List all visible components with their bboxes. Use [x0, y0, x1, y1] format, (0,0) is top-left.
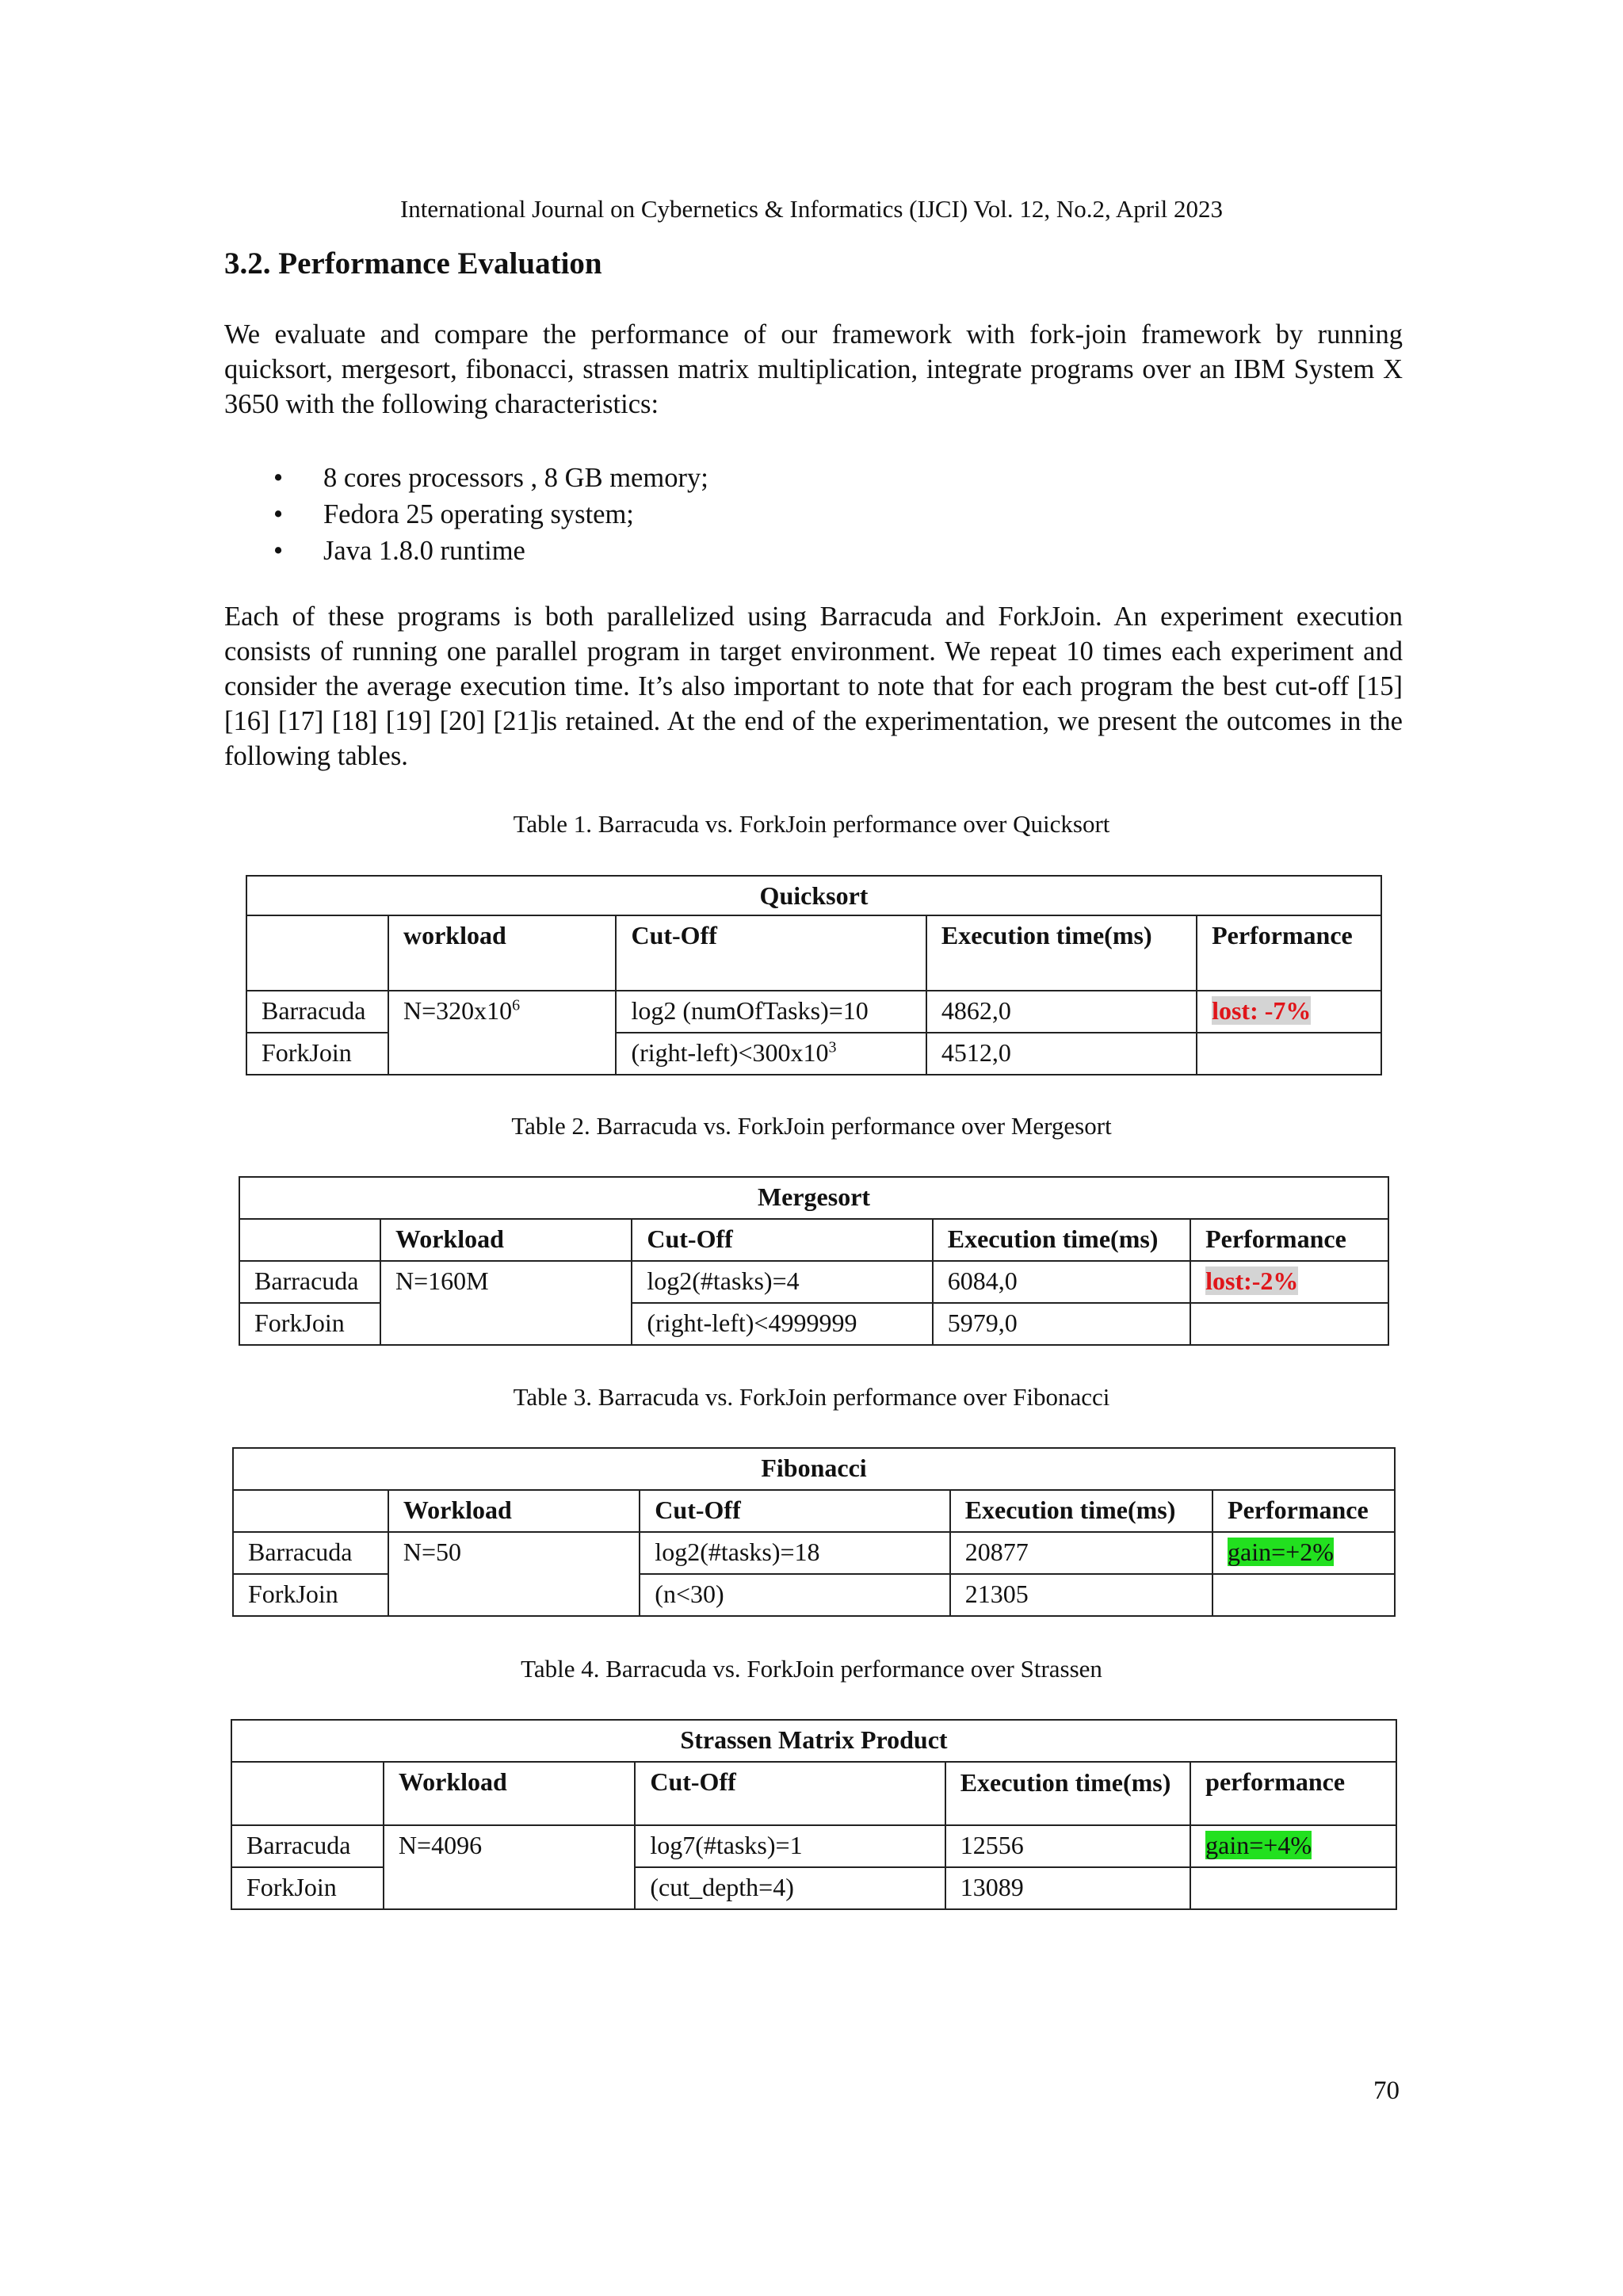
fibonacci-table [232, 1447, 1396, 1617]
table-row [239, 1261, 1388, 1303]
table-title: Mergesort [239, 1177, 1388, 1219]
cutoff-cell: log7(#tasks)=1 [635, 1825, 945, 1867]
table-caption: Table 1. Barracuda vs. ForkJoin performance over Quicksort [513, 810, 1110, 838]
header-performance: Performance [1212, 1490, 1395, 1532]
header-workload: Workload [384, 1762, 635, 1825]
table-caption: Table 4. Barracuda vs. ForkJoin performance over Strassen [521, 1655, 1102, 1683]
time-cell: 5979,0 [933, 1303, 1190, 1345]
quicksort-table [246, 875, 1382, 1075]
performance-cell [1212, 1532, 1395, 1574]
cutoff-cell: $(right-left)<300x10^3$ [616, 1033, 926, 1075]
performance-badge: lost:-2% [1205, 1266, 1299, 1295]
header-empty-cell [239, 1219, 380, 1261]
header-cutoff: Cut-Off [635, 1762, 945, 1825]
header-performance: performance [1190, 1762, 1396, 1825]
table-title: Fibonacci [233, 1448, 1395, 1490]
table-caption: Table 3. Barracuda vs. ForkJoin performance over Fibonacci [513, 1383, 1110, 1411]
time-cell: 4862,0 [926, 991, 1197, 1033]
workload-cell: $N=320x10^6$ [388, 991, 617, 1075]
section-title: 3.2. Performance Evaluation [224, 246, 602, 281]
header-workload: workload [388, 915, 617, 991]
characteristics-list [224, 460, 708, 569]
row-label: Barracuda [239, 1261, 380, 1303]
performance-cell [1190, 1303, 1388, 1345]
performance-badge: gain=+2% [1228, 1538, 1334, 1566]
row-label: ForkJoin [239, 1303, 380, 1345]
header-cutoff: Cut-Off [616, 915, 926, 991]
header-exec-time: Execution time(ms) [926, 915, 1197, 991]
header-exec-time: Execution time(ms) [950, 1490, 1212, 1532]
table-title: Quicksort [246, 876, 1381, 915]
list-item: • Java 1.8.0 runtime [224, 533, 708, 569]
row-label: Barracuda [233, 1532, 388, 1574]
list-item: • 8 cores processors , 8 GB memory; [224, 460, 708, 496]
workload-cell: N=160M [380, 1261, 632, 1345]
time-cell: 12556 [945, 1825, 1190, 1867]
performance-cell [1197, 1033, 1381, 1075]
time-cell: 13089 [945, 1867, 1190, 1909]
row-label: ForkJoin [246, 1033, 388, 1075]
journal-header: International Journal on Cybernetics & Informatics (IJCI) Vol. 12, No.2, April 2023 [399, 195, 1224, 223]
performance-cell [1190, 1261, 1388, 1303]
mergesort-table [239, 1176, 1389, 1346]
performance-cell [1190, 1825, 1396, 1867]
header-performance: Performance [1197, 915, 1381, 991]
method-paragraph: Each of these programs is both parallelized using Barracuda and ForkJoin. An experiment execution consists of running one parallel program in target environment. We repeat 10 times each experiment and consider the average execution time. It’s also important to note that for each program the best cut-off [15] [16] [17] [18] [19] [20] [21]is retained. At the end of the experimentation, we present the outcomes in the following tables. [224, 602, 1403, 771]
cutoff-cell: log2(#tasks)=18 [640, 1532, 949, 1574]
workload-cell: N=50 [388, 1532, 640, 1616]
cutoff-cell: (cut_depth=4) [635, 1867, 945, 1909]
header-performance: Performance [1190, 1219, 1388, 1261]
cutoff-cell: log2 (numOfTasks)=10 [616, 991, 926, 1033]
table-row [233, 1532, 1395, 1574]
cutoff-cell: (n<30) [640, 1574, 949, 1616]
header-empty-cell [233, 1490, 388, 1532]
time-cell: 6084,0 [933, 1261, 1190, 1303]
bullet-icon: • [273, 536, 284, 566]
workload-cell: N=4096 [384, 1825, 635, 1909]
time-cell: 4512,0 [926, 1033, 1197, 1075]
performance-badge: lost: -7% [1212, 996, 1312, 1025]
performance-cell [1190, 1867, 1396, 1909]
header-cutoff: Cut-Off [640, 1490, 949, 1532]
performance-badge: gain=+4% [1205, 1831, 1312, 1859]
cutoff-cell: (right-left)<4999999 [632, 1303, 932, 1345]
header-exec-time: Execution time(ms) [933, 1219, 1190, 1261]
table-title: Strassen Matrix Product [231, 1720, 1396, 1762]
time-cell: 21305 [950, 1574, 1212, 1616]
header-empty-cell [246, 915, 388, 991]
header-exec-time: Execution time(ms) [945, 1762, 1190, 1825]
cutoff-cell: log2(#tasks)=4 [632, 1261, 932, 1303]
row-label: ForkJoin [233, 1574, 388, 1616]
performance-cell [1212, 1574, 1395, 1616]
strassen-table [231, 1719, 1397, 1910]
bullet-icon: • [273, 463, 284, 493]
header-empty-cell [231, 1762, 384, 1825]
performance-cell [1197, 991, 1381, 1033]
table-row [246, 991, 1381, 1033]
table-caption: Table 2. Barracuda vs. ForkJoin performance over Mergesort [511, 1112, 1112, 1140]
page-number: 70 [1373, 2076, 1400, 2105]
row-label: Barracuda [231, 1825, 384, 1867]
row-label: ForkJoin [231, 1867, 384, 1909]
header-cutoff: Cut-Off [632, 1219, 932, 1261]
time-cell: 20877 [950, 1532, 1212, 1574]
header-workload: Workload [388, 1490, 640, 1532]
intro-paragraph: We evaluate and compare the performance of our framework with fork-join framework by running quicksort, mergesort, fibonacci, strassen matrix multiplication, integrate programs over an IBM System X 3650 with the following characteristics: [224, 319, 1403, 419]
header-workload: Workload [380, 1219, 632, 1261]
row-label: Barracuda [246, 991, 388, 1033]
list-item: • Fedora 25 operating system; [224, 496, 708, 533]
table-row [231, 1825, 1396, 1867]
bullet-icon: • [273, 499, 284, 529]
